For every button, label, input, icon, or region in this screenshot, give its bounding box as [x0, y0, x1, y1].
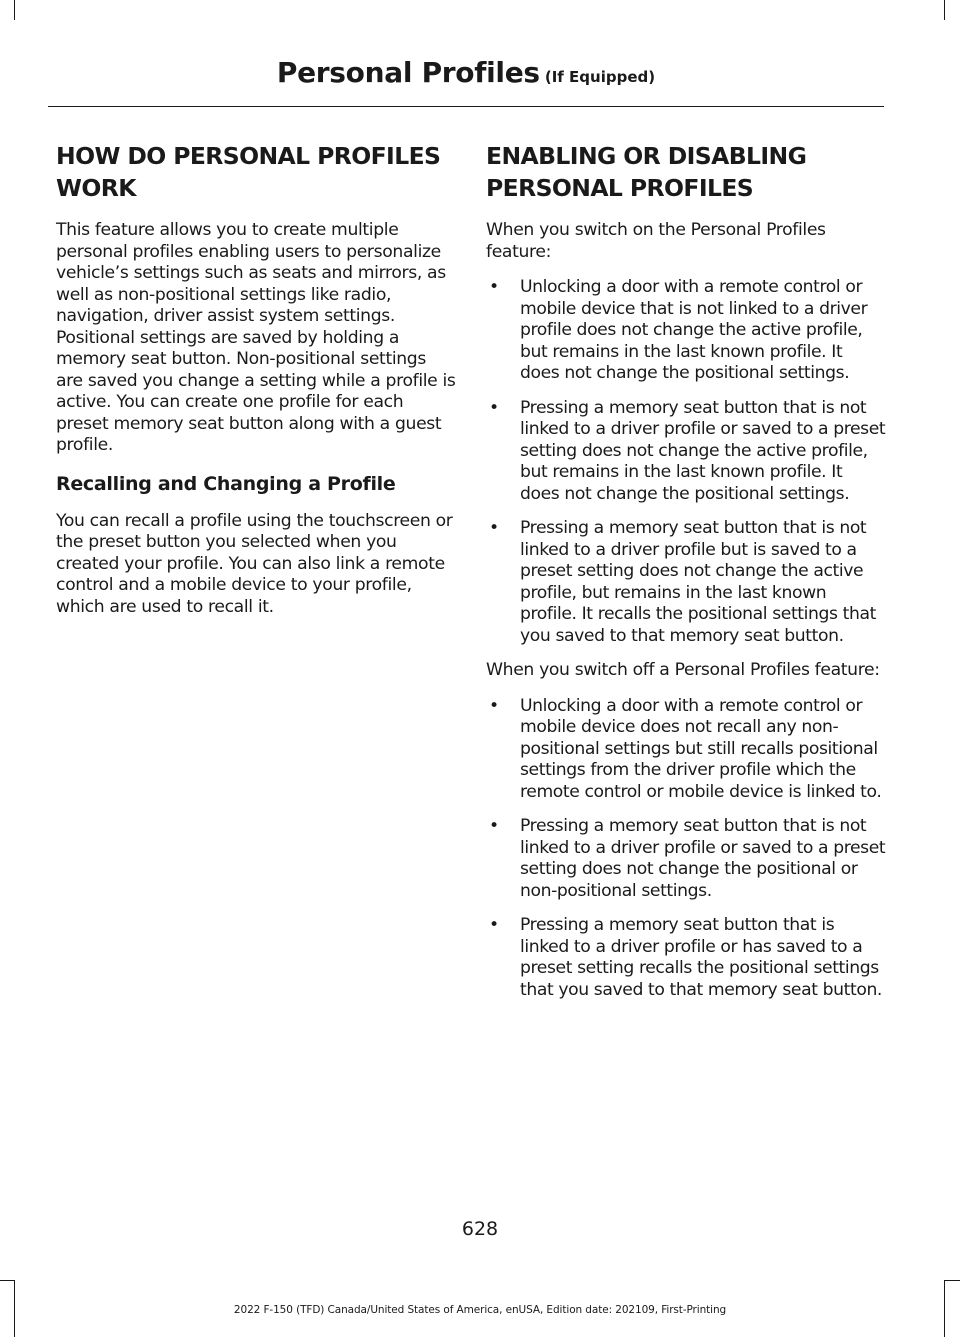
bullet: • [489, 397, 499, 418]
list-item [486, 915, 886, 1001]
list-item [486, 696, 886, 804]
switch-on-list [486, 277, 886, 647]
right-column [486, 140, 886, 1014]
switch-on-intro: When you switch on the Personal Profiles feature: [486, 220, 826, 262]
crop-mark-top-right-vertical [944, 0, 945, 20]
list-item-text: Pressing a memory seat button that is not linked to a driver profile or saved to a preset setting does not change the positional or non-positional settings. [520, 816, 886, 901]
bullet: • [489, 277, 499, 297]
subheading-recalling-profile: Recalling and Changing a Profile [56, 472, 396, 495]
list-item-text: Unlocking a door with a remote control or mobile device that is not linked to a driver profile does not change the active profile, but remains in the last known profile. It does not change the positional settings. [520, 277, 868, 383]
intro-paragraph: This feature allows you to create multiple personal profiles enabling users to personalize vehicle’s settings such as seats and mirrors, as well as non-positional settings like radio, navigation, driver assist system settings. Positional settings are saved by holding a memory seat button. Non-positional settings are saved you change a setting while a profile is active. You can create one profile for each preset memory seat button along with a guest profile. [56, 220, 456, 455]
list-item-text: Pressing a memory seat button that is not linked to a driver profile or saved to a preset setting does not change the active profile, but remains in the last known profile. It does not change the positional settings. [520, 397, 886, 504]
list-item [486, 277, 886, 385]
switch-off-list [486, 696, 886, 1002]
page-number: 628 [461, 1218, 499, 1240]
list-item [486, 816, 886, 902]
page-title-qualifier: (If Equipped) [544, 68, 656, 86]
switch-off-intro: When you switch off a Personal Profiles feature: [486, 660, 880, 680]
crop-mark-bottom-left-horizontal [0, 1280, 14, 1281]
edition-footer: 2022 F-150 (TFD) Canada/United States of America, enUSA, Edition date: 202109, First-Printing [233, 1304, 727, 1316]
section-title-enabling-disabling: ENABLING OR DISABLING PERSONAL PROFILES [486, 142, 807, 202]
bullet: • [489, 915, 499, 935]
list-item-text: Pressing a memory seat button that is linked to a driver profile or has saved to a preset setting recalls the positional settings that you saved to that memory seat button. [520, 915, 882, 1000]
list-item-text: Pressing a memory seat button that is not linked to a driver profile but is saved to a preset setting does not change the active profile, but remains in the last known profile. It recalls the positional settings that you saved to that memory seat button. [520, 518, 876, 646]
list-item-text: Unlocking a door with a remote control or mobile device does not recall any non-positional settings but still recalls positional settings from the driver profile which the remote control or mobile device is linked to. [520, 695, 882, 802]
bullet: • [489, 518, 499, 538]
crop-mark-top-left-vertical [14, 0, 15, 20]
crop-mark-bottom-right-horizontal [945, 1280, 960, 1281]
bullet: • [489, 816, 499, 836]
header-rule [48, 106, 884, 107]
list-item [486, 398, 886, 506]
bullet: • [489, 695, 499, 716]
recall-paragraph: You can recall a profile using the touchscreen or the preset button you selected when you created your profile. You can also link a remote control and a mobile device to your profile, which are used to recall it. [56, 510, 453, 617]
page-title: Personal Profiles [276, 56, 540, 89]
page-header [48, 56, 884, 89]
list-item [486, 518, 886, 647]
section-title-how-profiles-work: HOW DO PERSONAL PROFILES WORK [56, 142, 441, 202]
left-column [56, 140, 456, 632]
